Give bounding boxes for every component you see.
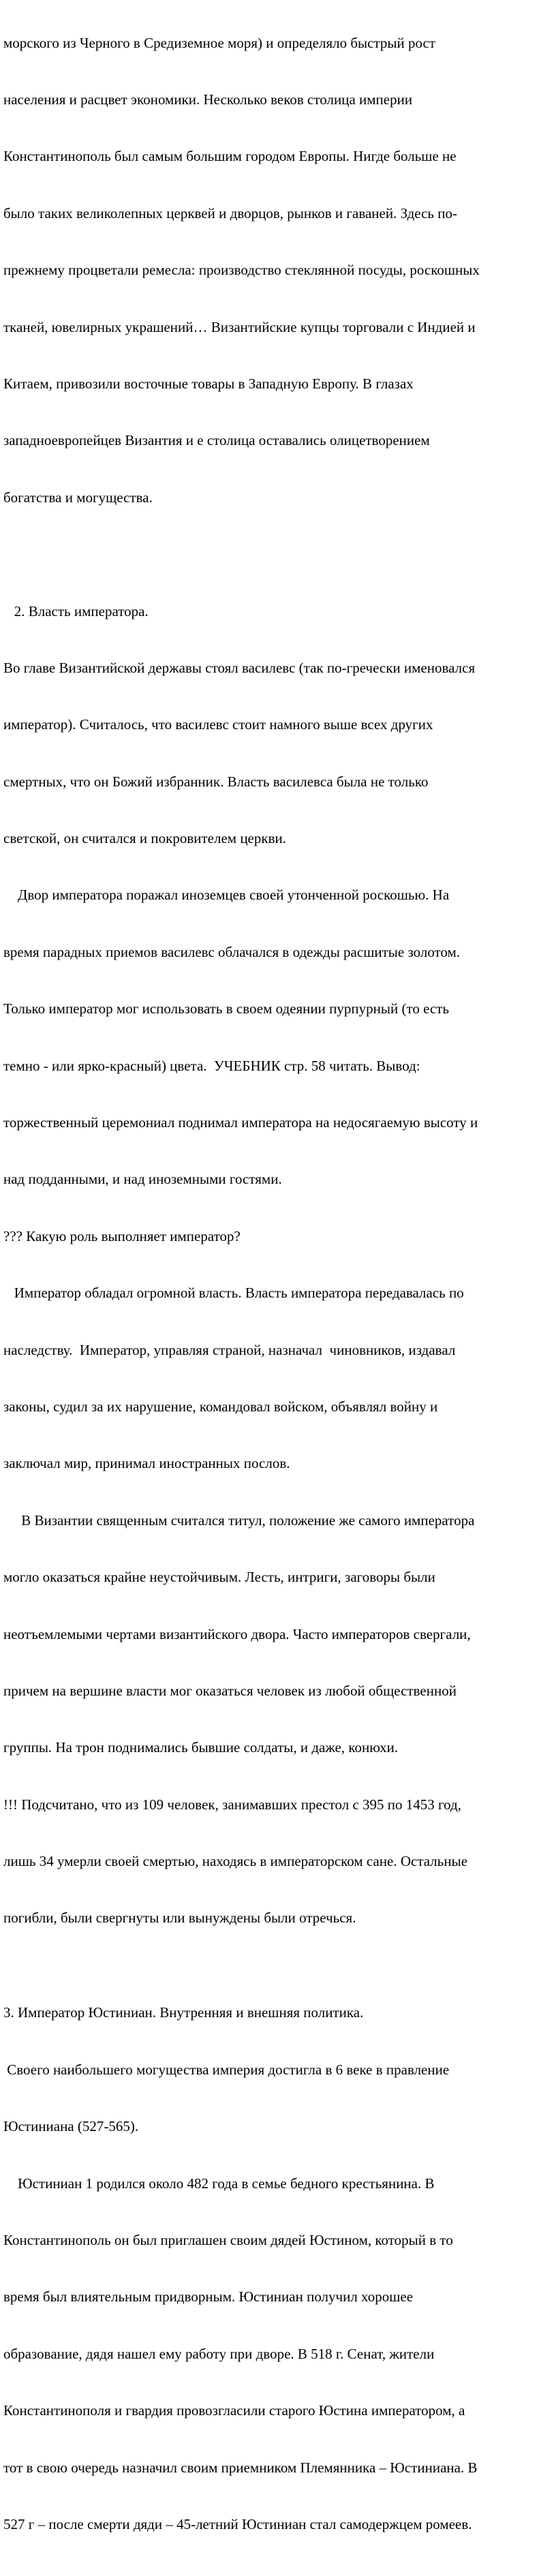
text-line: причем на вершине власти мог оказаться человек из любой общественной — [3, 1682, 457, 1699]
text-line: над подданными, и над иноземными гостями. — [3, 1171, 282, 1188]
text-line: Своего наибольшего могущества империя достигла в 6 веке в правление — [3, 2061, 450, 2078]
text-line: было таких великолепных церквей и дворцов, рынков и гаваней. Здесь по- — [3, 204, 457, 221]
text-line: Константинополь был самым большим городом Европы. Нигде больше не — [3, 148, 457, 165]
text-line: В Византии священным считался титул, положение же самого императора — [3, 1512, 475, 1529]
text-line: император). Считалось, что василевс стоит намного выше всех других — [3, 716, 433, 733]
text-line: Китаем, привозили восточные товары в Западную Европу. В глазах — [3, 375, 414, 392]
text-line: темно - или ярко-красный) цвета. УЧЕБНИК стр. 58 читать. Вывод: — [3, 1057, 420, 1074]
text-line: могло оказаться крайне неустойчивым. Лесть, интриги, заговоры были — [3, 1569, 435, 1586]
text-line: время был влиятельным придворным. Юстиниан получил хорошее — [3, 2288, 414, 2305]
text-line: морского из Черного в Средиземное моря) и определяло быстрый рост — [3, 34, 436, 51]
text-line: богатства и могущества. — [3, 489, 153, 506]
text-line: Юстиниан 1 родился около 482 года в семье бедного крестьянина. В — [3, 2175, 435, 2192]
text-line: ??? Какую роль выполняет император? — [3, 1227, 241, 1244]
text-line: населения и расцвет экономики. Несколько веков столица империи — [3, 91, 413, 108]
text-line: группы. На трон поднимались бывшие солдаты, и даже, конюхи. — [3, 1739, 399, 1756]
text-line: Только император мог использовать в своем одеянии пурпурный (то есть — [3, 1000, 450, 1017]
text-line: смертных, что он Божий избранник. Власть василевса была не только — [3, 773, 429, 790]
text-line: неотъемлемыми чертами византийского двора. Часто императоров свергали, — [3, 1625, 471, 1642]
text-line: заключал мир, принимал иностранных послов. — [3, 1455, 290, 1472]
section-heading: 3. Император Юстиниан. Внутренняя и внешняя политика. — [3, 2004, 364, 2021]
text-line: 527 г – после смерти дяди – 45-летний Юстиниан стал самодержцем ромеев. — [3, 2515, 472, 2532]
section-3 — [3, 1966, 556, 2573]
text-line: западноевропейцев Византия и е столица оставались олицетворением — [3, 432, 430, 449]
intro-paragraph — [3, 0, 556, 545]
text-line: !!! Подсчитано, что из 109 человек, занимавших престол с 395 по 1453 год, — [3, 1796, 461, 1813]
text-line: наследству. Император, управляя страной, назначал чиновников, издавал — [3, 1341, 456, 1358]
text-line: погибли, были свергнуты или вынуждены были отречься. — [3, 1910, 356, 1927]
text-line: образование, дядя нашел ему работу при дворе. В 518 г. Сенат, жители — [3, 2345, 435, 2362]
text-line: Константинополя и гвардия провозгласили старого Юстина императором, а — [3, 2402, 465, 2419]
text-line: Двор императора поражал иноземцев своей утонченной роскошью. На — [3, 887, 450, 904]
text-line: тканей, ювелирных украшений… Византийские купцы торговали с Индией и — [3, 318, 476, 335]
text-line: время парадных приемов василевс облачался в одежды расшитые золотом. — [3, 943, 461, 960]
text-line: законы, судил за их нарушение, командовал войском, объявлял войну и — [3, 1398, 438, 1415]
section-heading: 2. Власть императора. — [3, 602, 149, 619]
text-line: Император обладал огромной власть. Власть императора передавалась по — [3, 1285, 464, 1302]
text-line: торжественный церемониал поднимал императора на недосягаемую высоту и — [3, 1114, 478, 1131]
text-line: прежнему процветали ремесла: производство стеклянной посуды, роскошных — [3, 262, 480, 279]
blank-line — [3, 545, 556, 564]
text-line: светской, он считался и покровителем церкви. — [3, 830, 286, 847]
text-line: Юстиниана (527-565). — [3, 2118, 139, 2135]
text-line: тот в свою очередь назначил своим приемником Племянника – Юстиниана. В — [3, 2459, 478, 2476]
section-2 — [3, 564, 556, 1966]
text-line: лишь 34 умерли своей смертью, находясь в императорском сане. Остальные — [3, 1853, 468, 1870]
text-line: Во главе Византийской державы стоял василевс (так по-гречески именовался — [3, 659, 476, 676]
text-line: Константинополь он был приглашен своим дядей Юстином, который в то — [3, 2232, 453, 2249]
